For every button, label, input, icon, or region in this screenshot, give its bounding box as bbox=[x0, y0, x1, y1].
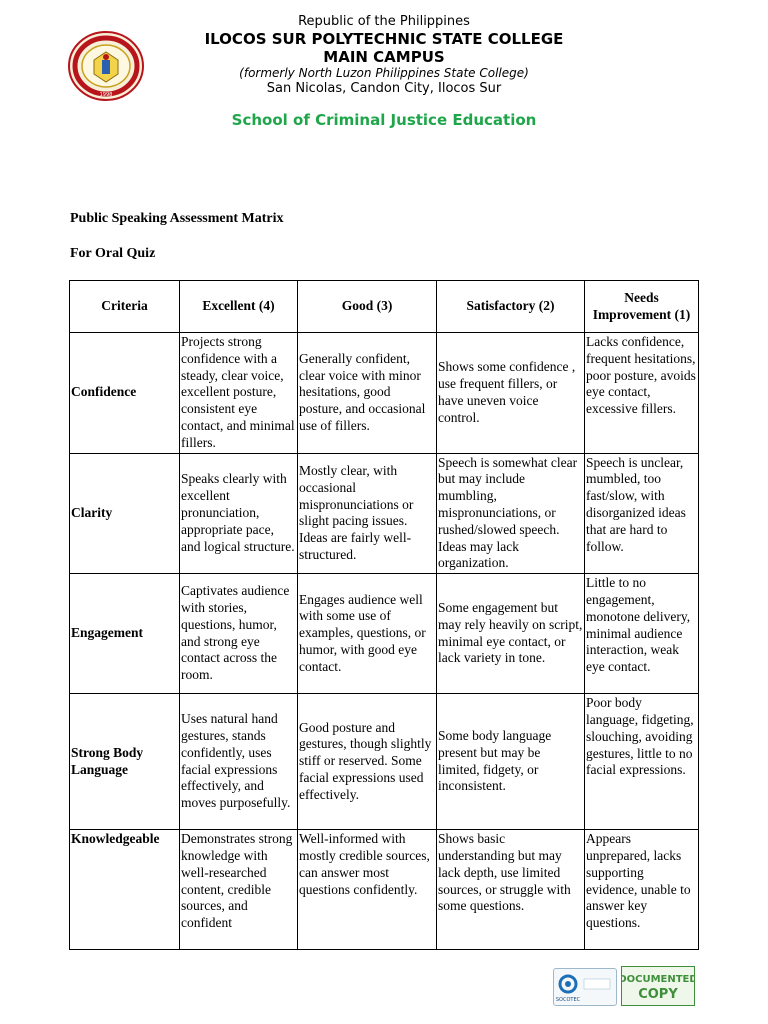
certification-logos bbox=[553, 966, 695, 1006]
criteria-cell: Confidence bbox=[70, 333, 180, 454]
good-cell: Good posture and gestures, though slightly stiff or reserved. Some facial expressions used effectively. bbox=[298, 694, 437, 830]
satisfactory-cell: Some body language present but may be limited, fidgety, or inconsistent. bbox=[437, 694, 585, 830]
documented-copy-stamp bbox=[621, 966, 695, 1006]
excellent-cell: Speaks clearly with excellent pronunciation, appropriate pace, and logical structure. bbox=[180, 453, 298, 574]
table-row bbox=[70, 574, 699, 694]
letterhead bbox=[0, 14, 768, 129]
needs-improvement-cell: Appears unprepared, lacks supporting evidence, unable to answer key questions. bbox=[585, 830, 699, 950]
excellent-cell: Captivates audience with stories, questions, humor, and strong eye contact across the room. bbox=[180, 574, 298, 694]
table-row bbox=[70, 333, 699, 454]
header-good: Good (3) bbox=[298, 281, 437, 333]
header-needs-improvement: Needs Improvement (1) bbox=[585, 281, 699, 333]
satisfactory-cell: Shows some confidence , use frequent fillers, or have uneven voice control. bbox=[437, 333, 585, 454]
header-satisfactory: Satisfactory (2) bbox=[437, 281, 585, 333]
campus-name: MAIN CAMPUS bbox=[323, 48, 445, 66]
header-excellent: Excellent (4) bbox=[180, 281, 298, 333]
good-cell: Well-informed with mostly credible sources, can answer most questions confidently. bbox=[298, 830, 437, 950]
svg-text:COPY: COPY bbox=[638, 987, 678, 1002]
socotec-logo bbox=[553, 968, 617, 1006]
excellent-cell: Demonstrates strong knowledge with well-researched content, credible sources, and confident bbox=[180, 830, 298, 950]
good-cell: Generally confident, clear voice with minor hesitations, good posture, and occasional use of fillers. bbox=[298, 333, 437, 454]
svg-text:DOCUMENTED: DOCUMENTED bbox=[622, 974, 694, 985]
documented-copy-icon bbox=[622, 967, 694, 1005]
svg-text:SOCOTEC: SOCOTEC bbox=[555, 997, 581, 1003]
needs-improvement-cell: Little to no engagement, monotone delivery, minimal audience interaction, weak eye contact. bbox=[585, 574, 699, 694]
criteria-cell: Knowledgeable bbox=[70, 830, 180, 950]
needs-improvement-cell: Poor body language, fidgeting, slouching, avoiding gestures, little to no facial expressions. bbox=[585, 694, 699, 830]
assessment-matrix-table bbox=[69, 280, 699, 950]
socotec-mark-icon bbox=[554, 969, 616, 1005]
satisfactory-cell: Some engagement but may rely heavily on script, minimal eye contact, or lack variety in tone. bbox=[437, 574, 585, 694]
table-row bbox=[70, 453, 699, 574]
excellent-cell: Uses natural hand gestures, stands confidently, uses facial expressions effectively, and moves purposefully. bbox=[180, 694, 298, 830]
quiz-subtitle: For Oral Quiz bbox=[70, 246, 156, 261]
former-name: (formerly North Luzon Philippines State College) bbox=[239, 66, 529, 80]
criteria-cell: Strong Body Language bbox=[70, 694, 180, 830]
school-name: School of Criminal Justice Education bbox=[231, 111, 537, 129]
needs-improvement-cell: Lacks confidence, frequent hesitations, poor posture, avoids eye contact, excessive fillers. bbox=[585, 333, 699, 454]
needs-improvement-cell: Speech is unclear, mumbled, too fast/slow, with disorganized ideas that are hard to follow. bbox=[585, 453, 699, 574]
table-row bbox=[70, 830, 699, 950]
svg-text:1998: 1998 bbox=[99, 92, 113, 98]
satisfactory-cell: Speech is somewhat clear but may include mumbling, mispronunciations, or rushed/slowed speech. Ideas may lack organization. bbox=[437, 453, 585, 574]
criteria-cell: Clarity bbox=[70, 453, 180, 574]
republic-line: Republic of the Philippines bbox=[298, 14, 470, 29]
address: San Nicolas, Candon City, Ilocos Sur bbox=[266, 81, 502, 96]
matrix-title: Public Speaking Assessment Matrix bbox=[70, 211, 284, 226]
satisfactory-cell: Shows basic understanding but may lack depth, use limited sources, or struggle with some questions. bbox=[437, 830, 585, 950]
criteria-cell: Engagement bbox=[70, 574, 180, 694]
header-criteria: Criteria bbox=[70, 281, 180, 333]
good-cell: Engages audience well with some use of examples, questions, or humor, with good eye contact. bbox=[298, 574, 437, 694]
good-cell: Mostly clear, with occasional mispronunciations or slight pacing issues. Ideas are fairly well-structured. bbox=[298, 453, 437, 574]
college-name: ILOCOS SUR POLYTECHNIC STATE COLLEGE bbox=[204, 30, 564, 48]
table-header-row bbox=[70, 281, 699, 333]
excellent-cell: Projects strong confidence with a steady, clear voice, excellent posture, consistent eye contact, and minimal fillers. bbox=[180, 333, 298, 454]
table-row bbox=[70, 694, 699, 830]
